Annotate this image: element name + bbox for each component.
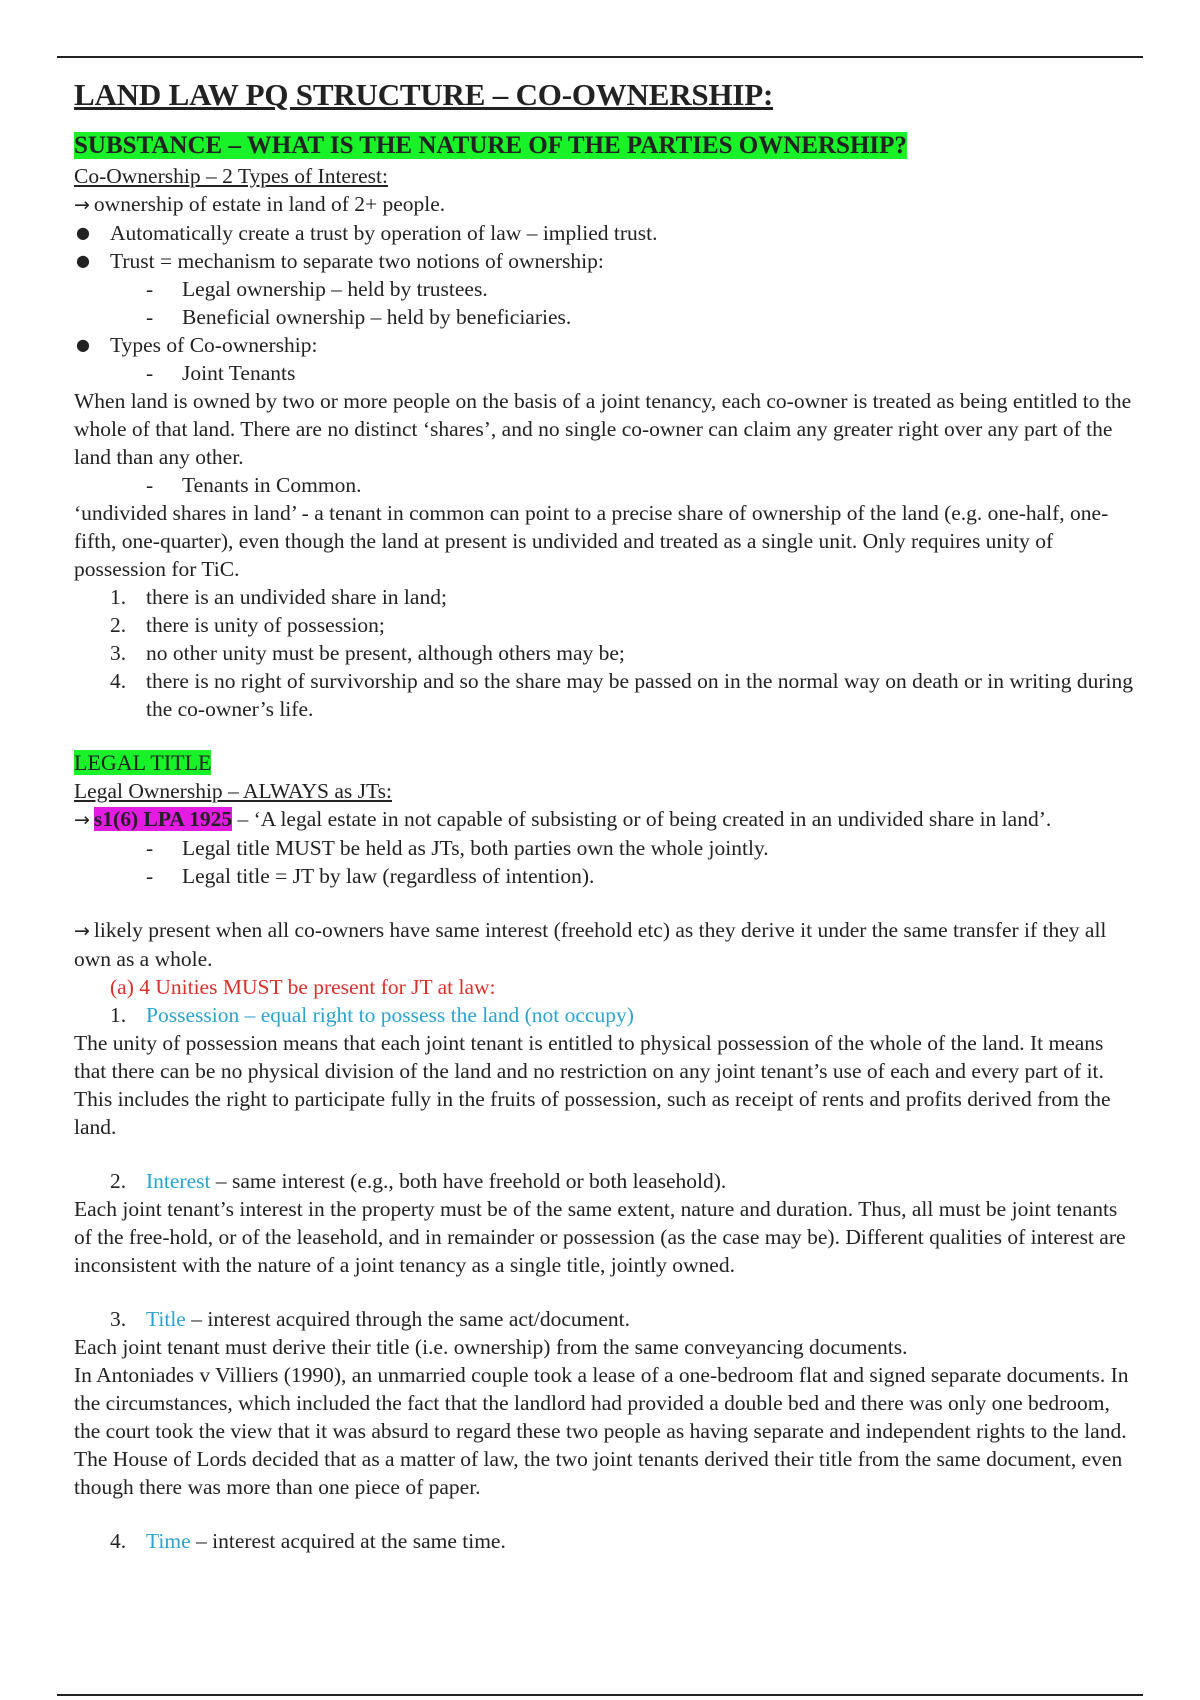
unity-time [74, 1527, 1134, 1555]
unity-key: Interest [146, 1169, 211, 1193]
dash-item [74, 862, 1134, 890]
list-number: 4. [110, 1529, 127, 1553]
bullet-icon: ● [76, 251, 90, 270]
likely-present-line [74, 916, 1134, 973]
legal-ownership-subheading: Legal Ownership – ALWAYS as JTs: [74, 779, 392, 803]
dash-item [74, 471, 1134, 499]
arrow-icon: → [74, 920, 90, 942]
dash-text: Legal title MUST be held as JTs, both parties own the whole jointly. [182, 836, 769, 860]
likely-present-text: likely present when all co-owners have same interest (freehold etc) as they derive it under the same transfer if they all own as a whole. [74, 918, 1107, 971]
unity-description: – interest acquired through the same act/document. [185, 1307, 631, 1331]
list-number: 1. [110, 585, 127, 609]
tenancy-in-common-paragraph: ‘undivided shares in land’ - a tenant in common can point to a precise share of ownership of the land (e.g. one-half, one-fifth, one-quarter), even though the land at present is undivided and treated as a single unit. Only requires unity of possession for TiC. [74, 501, 1109, 581]
dash-item [74, 303, 1134, 331]
dash-item [74, 275, 1134, 303]
substance-heading-text: SUBSTANCE – WHAT IS THE NATURE OF THE PARTIES OWNERSHIP? [74, 132, 907, 159]
dash-text: Tenants in Common. [182, 473, 362, 497]
bullet-text: Types of Co-ownership: [110, 333, 318, 357]
dash-text: Legal title = JT by law (regardless of intention). [182, 864, 595, 888]
spacer [74, 1141, 1134, 1167]
dash-icon: - [146, 361, 154, 385]
list-item [74, 611, 1134, 639]
top-rule [57, 56, 1143, 58]
unity-key: Title [146, 1307, 186, 1331]
list-text: there is an undivided share in land; [146, 585, 447, 609]
spacer [74, 890, 1134, 916]
dash-icon: - [146, 473, 154, 497]
bullet-item [74, 247, 1134, 275]
list-item [74, 639, 1134, 667]
legal-title-heading [74, 749, 1134, 777]
page-title: LAND LAW PQ STRUCTURE – CO-OWNERSHIP: [74, 77, 774, 112]
dash-text: Joint Tenants [182, 361, 296, 385]
bullet-item [74, 219, 1134, 247]
list-number: 1. [110, 1003, 127, 1027]
co-ownership-subheading: Co-Ownership – 2 Types of Interest: [74, 164, 388, 188]
possession-paragraph: The unity of possession means that each joint tenant is entitled to physical possession of the whole of the land. It means that there can be no physical division of the land and no restriction on any joint tenant’s use of each and every part of it. This includes the right to participate fully in the fruits of possession, such as receipt of rents and profits derived from the land. [74, 1031, 1111, 1139]
list-text: no other unity must be present, although others may be; [146, 641, 625, 665]
unity-key: Possession – equal right to possess the land (not occupy) [146, 1003, 634, 1027]
list-number: 3. [110, 1307, 127, 1331]
bullet-text: Trust = mechanism to separate two notions of ownership: [110, 249, 604, 273]
list-item [74, 583, 1134, 611]
list-text: there is unity of possession; [146, 613, 385, 637]
dash-icon: - [146, 277, 154, 301]
bullet-text: Automatically create a trust by operation of law – implied trust. [110, 221, 658, 245]
arrow-icon: → [74, 194, 90, 216]
title-paragraph: Each joint tenant must derive their title (i.e. ownership) from the same conveyancing documents. [74, 1335, 908, 1359]
unities-heading: (a) 4 Unities MUST be present for JT at law: [110, 975, 496, 999]
list-number: 4. [110, 669, 127, 693]
spacer [74, 1501, 1134, 1527]
antoniades-paragraph: In Antoniades v Villiers (1990), an unmarried couple took a lease of a one-bedroom flat and signed separate documents. In the circumstances, which included the fact that the landlord had provided a double bed and there was only one bedroom, the court took the view that it was absurd to regard these two people as having separate and independent rights to the land. The House of Lords decided that as a matter of law, the two joint tenants derived their title from the same document, even though there was more than one piece of paper. [74, 1363, 1129, 1499]
bottom-rule [57, 1694, 1143, 1696]
interest-paragraph: Each joint tenant’s interest in the property must be of the same extent, nature and duration. Thus, all must be joint tenants of the free-hold, or of the leasehold, and in remainder or possession (as the case may be). Different qualities of interest are inconsistent with the nature of a joint tenancy as a single title, jointly owned. [74, 1197, 1126, 1277]
list-text: there is no right of survivorship and so the share may be passed on in the normal way on death or in writing during the co-owner’s life. [146, 669, 1134, 721]
document-page [74, 72, 1134, 1555]
unity-key: Time [146, 1529, 191, 1553]
statute-reference: s1(6) LPA 1925 [93, 807, 233, 831]
unity-possession [74, 1001, 1134, 1029]
list-item [74, 667, 1134, 723]
statute-line [74, 805, 1134, 834]
list-number: 2. [110, 1169, 127, 1193]
unity-title [74, 1305, 1134, 1333]
dash-text: Legal ownership – held by trustees. [182, 277, 488, 301]
statute-text: – ‘A legal estate in not capable of subsisting or of being created in an undivided share in land’. [237, 807, 1052, 831]
bullet-item [74, 331, 1134, 359]
dash-text: Beneficial ownership – held by beneficiaries. [182, 305, 572, 329]
dash-item [74, 834, 1134, 862]
legal-title-heading-text: LEGAL TITLE [74, 750, 212, 775]
dash-icon: - [146, 305, 154, 329]
unity-description: – same interest (e.g., both have freehold or both leasehold). [210, 1169, 727, 1193]
substance-heading [74, 130, 1134, 162]
bullet-icon: ● [76, 335, 90, 354]
list-number: 2. [110, 613, 127, 637]
dash-item [74, 359, 1134, 387]
intro-text: ownership of estate in land of 2+ people. [93, 192, 446, 216]
list-number: 3. [110, 641, 127, 665]
arrow-icon: → [74, 809, 90, 831]
dash-icon: - [146, 864, 154, 888]
bullet-icon: ● [76, 223, 90, 242]
spacer [74, 1279, 1134, 1305]
intro-line [74, 190, 1134, 219]
joint-tenancy-paragraph: When land is owned by two or more people on the basis of a joint tenancy, each co-owner is treated as being entitled to the whole of that land. There are no distinct ‘shares’, and no single co-owner can claim any greater right over any part of the land than any other. [74, 389, 1132, 469]
unity-interest [74, 1167, 1134, 1195]
unity-description: – interest acquired at the same time. [190, 1529, 506, 1553]
dash-icon: - [146, 836, 154, 860]
